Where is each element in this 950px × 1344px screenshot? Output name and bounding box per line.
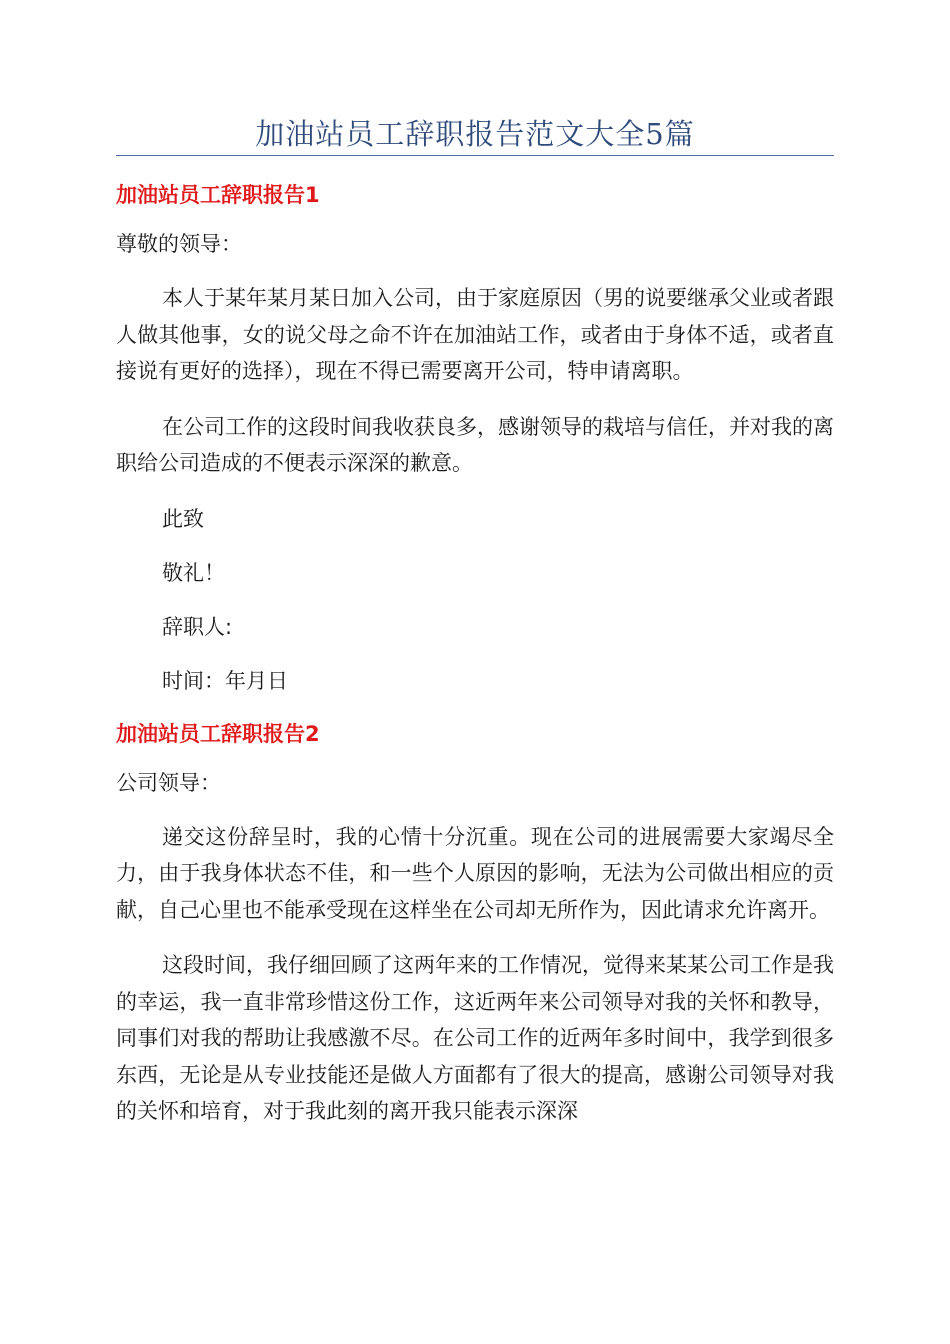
section-heading: 加油站员工辞职报告2 xyxy=(116,721,320,746)
paragraph: 递交这份辞呈时，我的心情十分沉重。现在公司的进展需要大家竭尽全力，由于我身体状态不佳，和一些个人原因的影响，无法为公司做出相应的贡献，自己心里也不能承受现在这样坐在公司却无所作为，因此请求允许离开。 xyxy=(116,824,834,922)
date-line: 时间：年月日 xyxy=(162,668,288,693)
paragraph: 这段时间，我仔细回顾了这两年来的工作情况，觉得来某某公司工作是我的幸运，我一直非常珍惜这份工作，这近两年来公司领导对我的关怀和教导，同事们对我的帮助让我感激不尽。在公司工作的近两年多时间中，我学到很多东西，无论是从专业技能还是做人方面都有了很大的提高，感谢公司领导对我的关怀和培育，对于我此刻的离开我只能表示深深 xyxy=(116,953,834,1123)
document-body xyxy=(116,178,834,1149)
section-heading: 加油站员工辞职报告1 xyxy=(116,183,320,207)
salutation: 公司领导： xyxy=(116,770,221,795)
paragraph: 本人于某年某月某日加入公司，由于家庭原因（男的说要继承父业或者跟人做其他事，女的说父母之命不许在加油站工作，或者由于身体不适，或者直接说有更好的选择），现在不得已需要离开公司，特申请离职。 xyxy=(116,286,834,383)
title-divider xyxy=(116,155,834,156)
closing-line: 此致 xyxy=(162,506,204,531)
document-title: 加油站员工辞职报告范文大全5篇 xyxy=(255,117,695,151)
salutation: 尊敬的领导： xyxy=(116,232,242,256)
paragraph: 在公司工作的这段时间我收获良多，感谢领导的栽培与信任，并对我的离职给公司造成的不便表示深深的歉意。 xyxy=(116,414,834,475)
closing-line: 敬礼！ xyxy=(162,560,225,585)
signature-line: 辞职人: xyxy=(162,614,233,639)
